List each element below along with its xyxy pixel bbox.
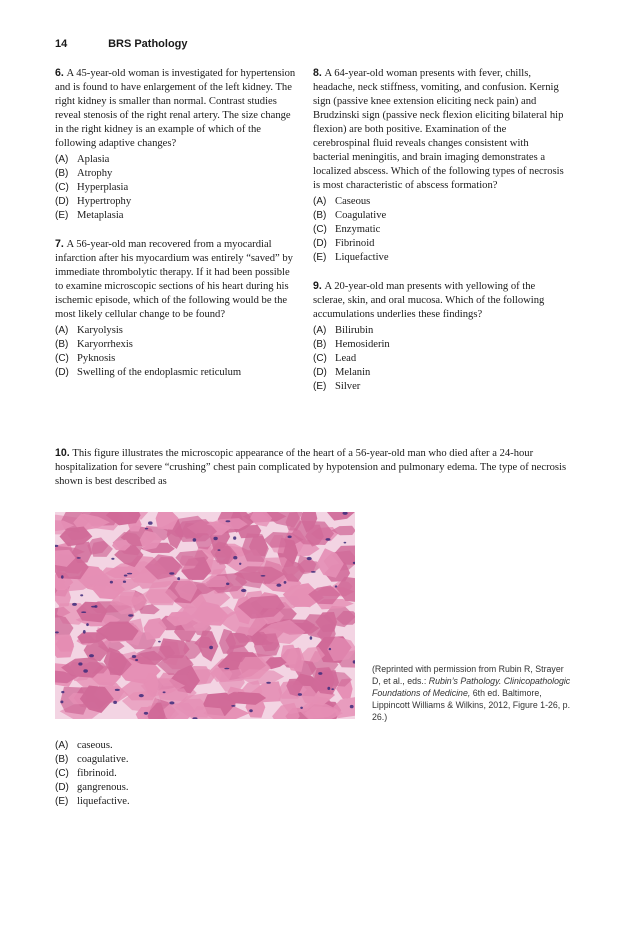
option-letter: (D) — [313, 238, 327, 249]
answer-option — [313, 338, 565, 352]
question-text: This figure illustrates the microscopic appearance of the heart of a 56-year-old man who died after a 24-hour hospitalization for severe “crushing” chest pain complicated by hypotension and pulmonary edema. The type of necrosis shown is best described as — [55, 448, 567, 487]
answer-option — [55, 153, 300, 167]
option-text: Swelling of the endoplasmic reticulum — [77, 367, 242, 378]
option-text: Hemosiderin — [335, 339, 390, 350]
micrograph-image — [55, 512, 355, 719]
option-text: Melanin — [335, 367, 371, 378]
option-letter: (C) — [313, 353, 327, 364]
answer-option — [313, 366, 565, 380]
option-letter: (A) — [313, 325, 327, 336]
option-text: Pyknosis — [77, 353, 116, 364]
caption-citation: 6th ed. Baltimore, Lippincott Williams & Wilkins, 2012, Figure 1-26, p. 26.) — [372, 688, 571, 722]
answer-option — [55, 338, 300, 352]
option-letter: (A) — [55, 154, 69, 165]
figure-caption — [372, 663, 572, 723]
answer-options — [313, 195, 565, 265]
answer-option — [313, 251, 565, 265]
option-letter: (A) — [55, 740, 69, 751]
answer-option — [55, 167, 300, 181]
option-text: Aplasia — [77, 154, 110, 165]
book-title: BRS Pathology — [108, 38, 188, 50]
question-stem — [55, 66, 300, 151]
option-letter: (E) — [55, 796, 69, 807]
option-letter: (A) — [55, 325, 69, 336]
right-column — [313, 66, 565, 405]
option-letter: (D) — [313, 367, 327, 378]
option-letter: (B) — [55, 754, 69, 765]
question-stem — [313, 279, 565, 322]
question-number: 10. — [55, 447, 70, 459]
option-letter: (B) — [313, 339, 327, 350]
option-letter: (C) — [313, 224, 327, 235]
answer-option — [55, 352, 300, 366]
answer-option — [55, 366, 300, 380]
option-text: Karyolysis — [77, 325, 123, 336]
option-letter: (D) — [55, 196, 69, 207]
option-text: Karyorrhexis — [77, 339, 133, 350]
answer-option — [55, 739, 130, 753]
option-text: Metaplasia — [77, 210, 124, 221]
question-text: A 45-year-old woman is investigated for hypertension and is found to have enlargement of the left kidney. The right kidney is smaller than normal. Contrast studies reveal stenosis of the right renal artery. The size change in the right kidney is an example of which of the following adaptive changes? — [55, 68, 296, 149]
answer-option — [55, 795, 130, 809]
answer-option — [55, 181, 300, 195]
question-10 — [55, 446, 575, 489]
option-letter: (E) — [55, 210, 69, 221]
option-letter: (B) — [313, 210, 327, 221]
question-number: 8. — [313, 67, 322, 79]
option-text: coagulative. — [77, 754, 129, 765]
answer-option — [55, 767, 130, 781]
option-letter: (D) — [55, 367, 69, 378]
left-column — [55, 66, 300, 391]
option-letter: (D) — [55, 782, 69, 793]
caption-credit: (Reprinted with permission from Rubin R, Strayer D, et al., eds.: — [372, 664, 564, 686]
answer-options — [55, 739, 130, 809]
question-6 — [55, 66, 300, 223]
answer-option — [313, 237, 565, 251]
option-text: Bilirubin — [335, 325, 374, 336]
option-text: Caseous — [335, 196, 371, 207]
question-number: 9. — [313, 280, 322, 292]
answer-option — [313, 380, 565, 394]
option-letter: (B) — [55, 339, 69, 350]
option-text: Lead — [335, 353, 357, 364]
option-text: caseous. — [77, 740, 113, 751]
option-letter: (A) — [313, 196, 327, 207]
question-stem — [313, 66, 565, 193]
answer-option — [55, 781, 130, 795]
answer-options — [55, 153, 300, 223]
option-text: fibrinoid. — [77, 768, 117, 779]
answer-options — [313, 324, 565, 394]
option-letter: (C) — [55, 768, 69, 779]
option-text: Fibrinoid — [335, 238, 375, 249]
answer-option — [313, 324, 565, 338]
question-9 — [313, 279, 565, 394]
option-text: Coagulative — [335, 210, 387, 221]
answer-options — [55, 324, 300, 380]
question-number: 7. — [55, 238, 64, 250]
page-number: 14 — [55, 38, 68, 50]
option-text: Hypertrophy — [77, 196, 132, 207]
answer-option — [55, 209, 300, 223]
answer-option — [313, 209, 565, 223]
answer-option — [313, 195, 565, 209]
answer-option — [313, 352, 565, 366]
option-letter: (E) — [313, 252, 327, 263]
page-header — [55, 38, 188, 50]
micrograph-figure — [55, 512, 355, 719]
option-letter: (B) — [55, 168, 69, 179]
question-7 — [55, 237, 300, 380]
question-text: A 20-year-old man presents with yellowing of the sclerae, skin, and oral mucosa. Which of the following accumulations underlies these findings? — [313, 281, 545, 320]
answer-option — [55, 753, 130, 767]
option-letter: (C) — [55, 353, 69, 364]
question-stem — [55, 237, 300, 322]
option-text: liquefactive. — [77, 796, 130, 807]
option-text: Liquefactive — [335, 252, 389, 263]
option-text: gangrenous. — [77, 782, 129, 793]
option-letter: (C) — [55, 182, 69, 193]
question-8 — [313, 66, 565, 265]
caption-source-title: Rubin’s Pathology. Clinicopathologic Foundations of Medicine, — [372, 676, 571, 698]
option-text: Enzymatic — [335, 224, 381, 235]
question-number: 6. — [55, 67, 64, 79]
question-text: A 56-year-old man recovered from a myocardial infarction after his myocardium was entirely “saved” by immediate thrombolytic therapy. If it had been possible to examine microscopic sections of his heart during his ischemic episode, which of the following would be the most likely cellular change to be found? — [55, 239, 293, 320]
option-letter: (E) — [313, 381, 327, 392]
option-text: Silver — [335, 381, 361, 392]
option-text: Atrophy — [77, 168, 113, 179]
answer-option — [313, 223, 565, 237]
answer-option — [55, 195, 300, 209]
option-text: Hyperplasia — [77, 182, 129, 193]
answer-option — [55, 324, 300, 338]
question-text: A 64-year-old woman presents with fever, chills, headache, neck stiffness, vomiting, and confusion. Kernig sign (passive knee extension eliciting neck pain) and Brudzinski sign (passive neck flexion eliciting bilateral hip flexion) are both positive. Examination of the cerebrospinal fluid reveals changes consistent with bacterial meningitis, and brain imaging demonstrates a localized abscess. Which of the following types of necrosis is most characteristic of abscess formation? — [313, 68, 564, 191]
